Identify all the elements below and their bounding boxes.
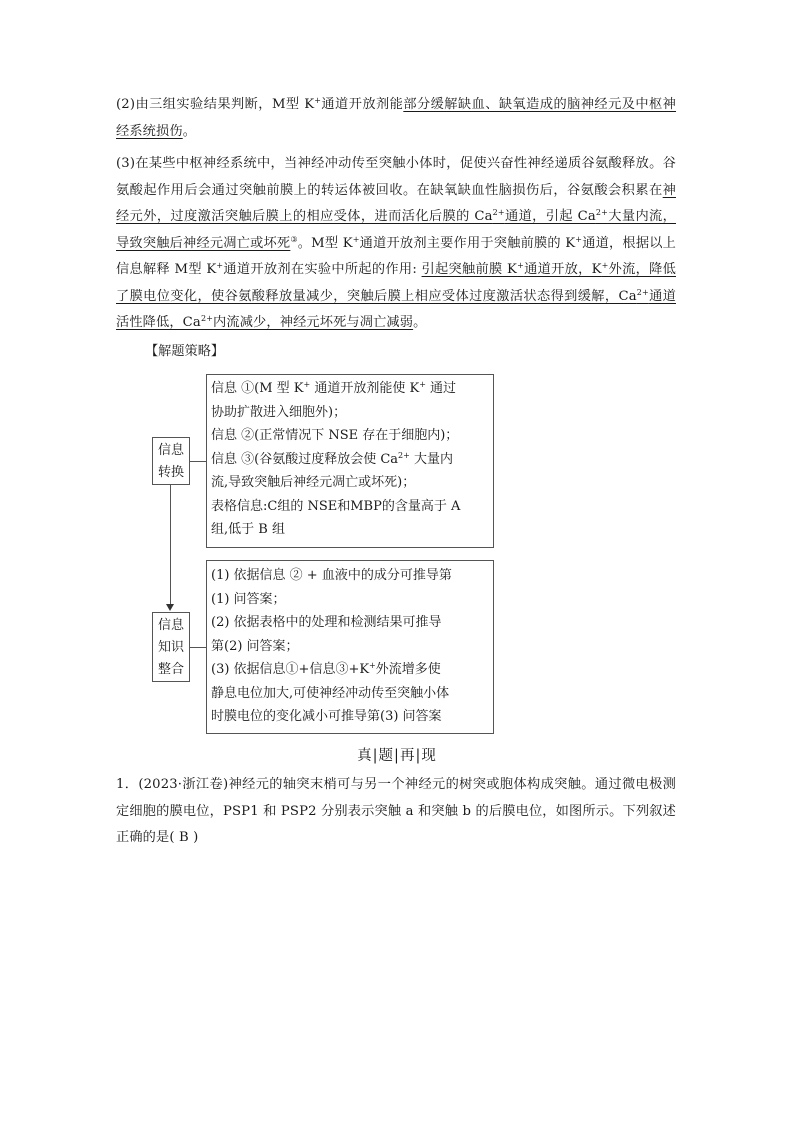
answer-underline-3: 引起突触前膜 K+通道开放，K+外流，降低了膜电位变化，使谷氨酸释放量减少，突触后膜上相应受体过度激活状态得到缓解，$Ca^{2+}$通道活性降低，$Ca^{2+}$内流减少，神经元坏死与凋亡减弱 bbox=[116, 261, 676, 330]
side-box-info-integration: 信息 知识 整合 bbox=[152, 612, 190, 682]
info-box-2: (1) 依据信息 ② + 血液中的成分可推导第 (1) 问答案； (2) 依据表格中的处理和检测结果可推导 第(2) 问答案； (3) 依据信息①+信息③+K+外流增多使 静息电位加大,可使神经冲动传至突触小体 时膜电位的变化减小可推导第(3) 问答案 bbox=[206, 560, 494, 734]
answer-underline: 部分缓解缺血、缺氧造成的脑神经元及中枢神经系统损伤 bbox=[116, 97, 677, 139]
connector-arrow-line bbox=[170, 485, 171, 604]
info-underline-1: 神经元外，过度激活突触后膜上的相应受体，进而活化后膜的 $Ca^{2+}$通道，引起 $Ca^{2+}$大量内流，导致突触后神经元凋亡或坏死 bbox=[116, 182, 676, 251]
circled-number-3: ③ bbox=[290, 234, 298, 244]
info-box-1: 信息 ①(M 型 K+ 通道开放剂能使 K+ 通过 协助扩散进入细胞外)； 信息 ②(正常情况下 NSE 存在于细胞内)； 信息 ③(谷氨酸过度释放会使 $Ca^{2+}$ 大量内 流,导致突触后神经元凋亡或坏死)； 表格信息:C组的 NSE和MBP的含量高于 A 组,低于 B 组 bbox=[206, 374, 494, 548]
connector-line-1 bbox=[190, 461, 206, 462]
paragraph-3: (3)在某些中枢神经系统中，当神经冲动传至突触小体时，促使兴奋性神经递质谷氨酸释放。谷氨酸起作用后会通过突触前膜上的转运体被回收。在缺氧缺血性脑损伤后，谷氨酸会积累在神经元外，过度激活突触后膜上的相应受体，进而活化后膜的 $Ca^{2+}$通道，引起 $Ca^{2+}$大量内流，导致突触后神经元凋亡或坏死③。M型 K+通道开放剂主要作用于突触前膜的 K+通道，根据以上信息解释 M型 K+通道开放剂在实验中所起的作用: 引起突触前膜 K+通道开放，K+外流，降低了膜电位变化，使谷氨酸释放量减少，突触后膜上相应受体过度激活状态得到缓解，$Ca^{2+}$通道活性降低，$Ca^{2+}$内流减少，神经元坏死与凋亡减弱。 bbox=[116, 156, 677, 330]
connector-line-2 bbox=[190, 647, 206, 648]
strategy-title: 【解题策略】 bbox=[145, 344, 225, 359]
question-1: 1．(2023·浙江卷)神经元的轴突末梢可与另一个神经元的树突或胞体构成突触。通过微电极测定细胞的膜电位，PSP1 和 PSP2 分别表示突触 a 和突触 b 的后膜电位，如图所示。下列叙述正确的是( B ) bbox=[116, 777, 676, 845]
side-box-info-transform: 信息 转换 bbox=[152, 437, 190, 485]
paragraph-2: (2)由三组实验结果判断，M型 K+通道开放剂能部分缓解缺血、缺氧造成的脑神经元及中枢神经系统损伤。 bbox=[116, 96, 677, 139]
answer-choice: ( B ) bbox=[169, 830, 199, 845]
section-title: 真|题|再|现 bbox=[357, 748, 437, 764]
down-arrow-icon bbox=[166, 604, 174, 611]
